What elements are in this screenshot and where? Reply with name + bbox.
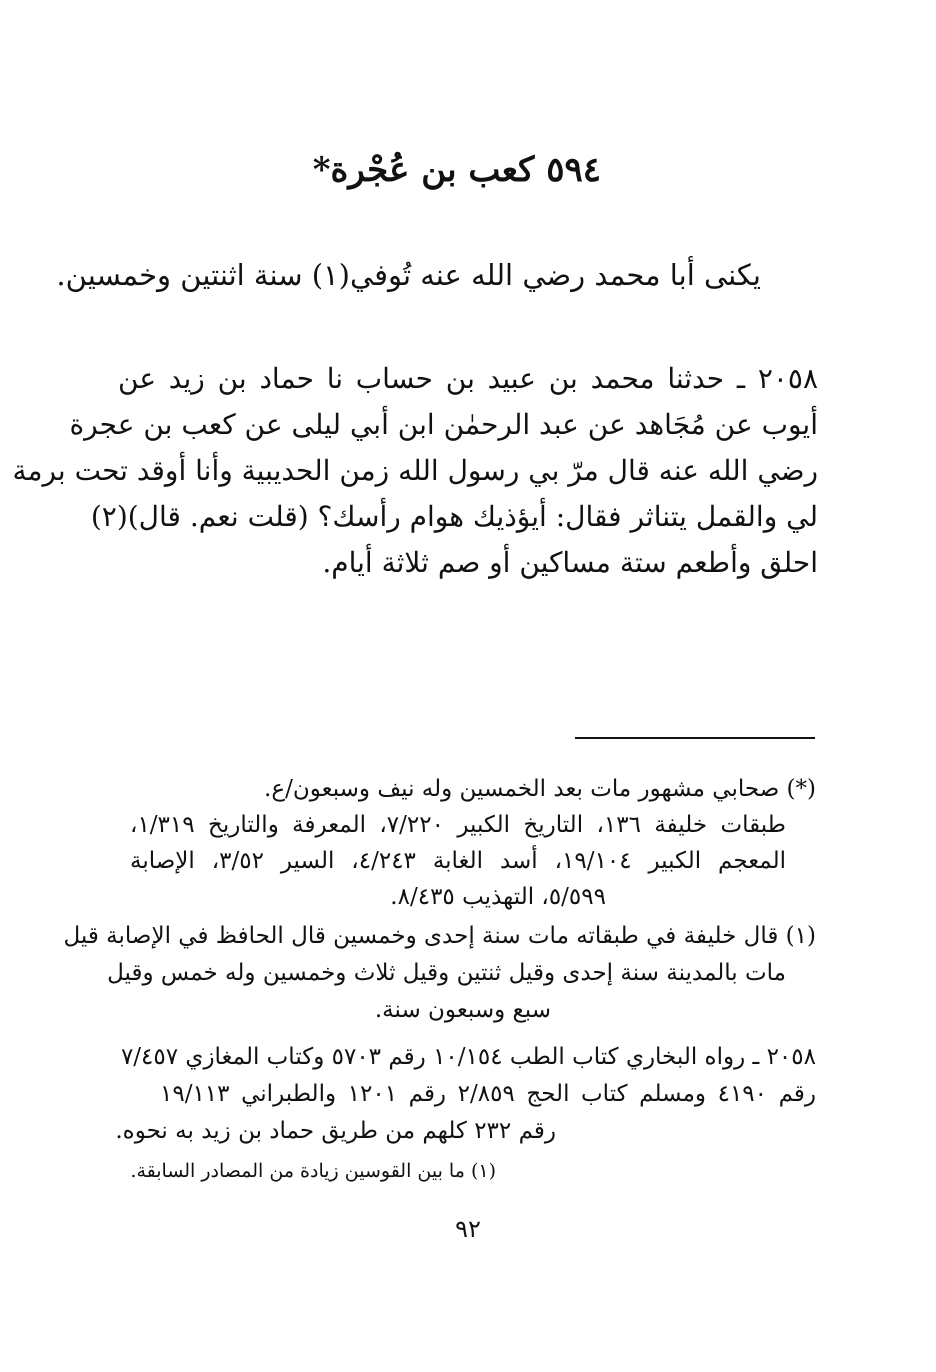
hadith-line: احلق وأطعم ستة مساكين أو صم ثلاثة أيام.	[322, 546, 818, 579]
footnote-line: رقم ٢٣٢ كلهم من طريق حماد بن زيد به نحوه.	[115, 1118, 556, 1144]
kunya-line: يكنى أبا محمد رضي الله عنه تُوفي(١) سنة اثنتين وخمسين.	[56, 258, 761, 292]
hadith-line: لي والقمل يتناثر فقال: أيؤذيك هوام رأسك؟ (قلت نعم. قال)(٢)	[90, 500, 818, 533]
footnote-line: طبقات خليفة ١٣٦، التاريخ الكبير ٧/٢٢٠، المعرفة والتاريخ ١/٣١٩،	[130, 812, 786, 838]
page-title: ٥٩٤ كعب بن عُجْرة*	[312, 150, 601, 190]
footnote-line: رقم ٤١٩٠ ومسلم كتاب الحج ٢/٨٥٩ رقم ١٢٠١ والطبراني ١٩/١١٣	[160, 1081, 816, 1107]
footnote-line: (١) ما بين القوسين زيادة من المصادر السابقة.	[130, 1160, 496, 1182]
footnote-line: (*) صحابي مشهور مات بعد الخمسين وله نيف وسبعون/ع.	[264, 776, 816, 802]
footnote-line: المعجم الكبير ١٩/١٠٤، أسد الغابة ٤/٢٤٣، السير ٣/٥٢، الإصابة	[130, 848, 786, 874]
hadith-line: ٢٠٥٨ ـ حدثنا محمد بن عبيد بن حساب نا حماد بن زيد عن	[118, 362, 818, 395]
footnote-line: مات بالمدينة سنة إحدى وقيل ثنتين وقيل ثلاث وخمسين وله خمس وقيل	[107, 960, 786, 986]
hadith-line: أيوب عن مُجَاهد عن عبد الرحمٰن ابن أبي ليلى عن كعب بن عجرة	[69, 408, 818, 441]
page-number: ٩٢	[455, 1215, 481, 1243]
footnote-line: ٢٠٥٨ ـ رواه البخاري كتاب الطب ١٠/١٥٤ رقم ٥٧٠٣ وكتاب المغازي ٧/٤٥٧	[120, 1044, 816, 1070]
hadith-line: رضي الله عنه قال مرّ بي رسول الله زمن الحديبية وأنا أوقد تحت برمة	[12, 454, 818, 487]
footnote-line: ٥/٥٩٩، التهذيب ٨/٤٣٥.	[390, 884, 606, 910]
footnote-line: (١) قال خليفة في طبقاته مات سنة إحدى وخمسين قال الحافظ في الإصابة قيل	[63, 923, 816, 949]
footnote-separator	[575, 737, 815, 739]
footnote-line: سبع وسبعون سنة.	[374, 997, 551, 1023]
